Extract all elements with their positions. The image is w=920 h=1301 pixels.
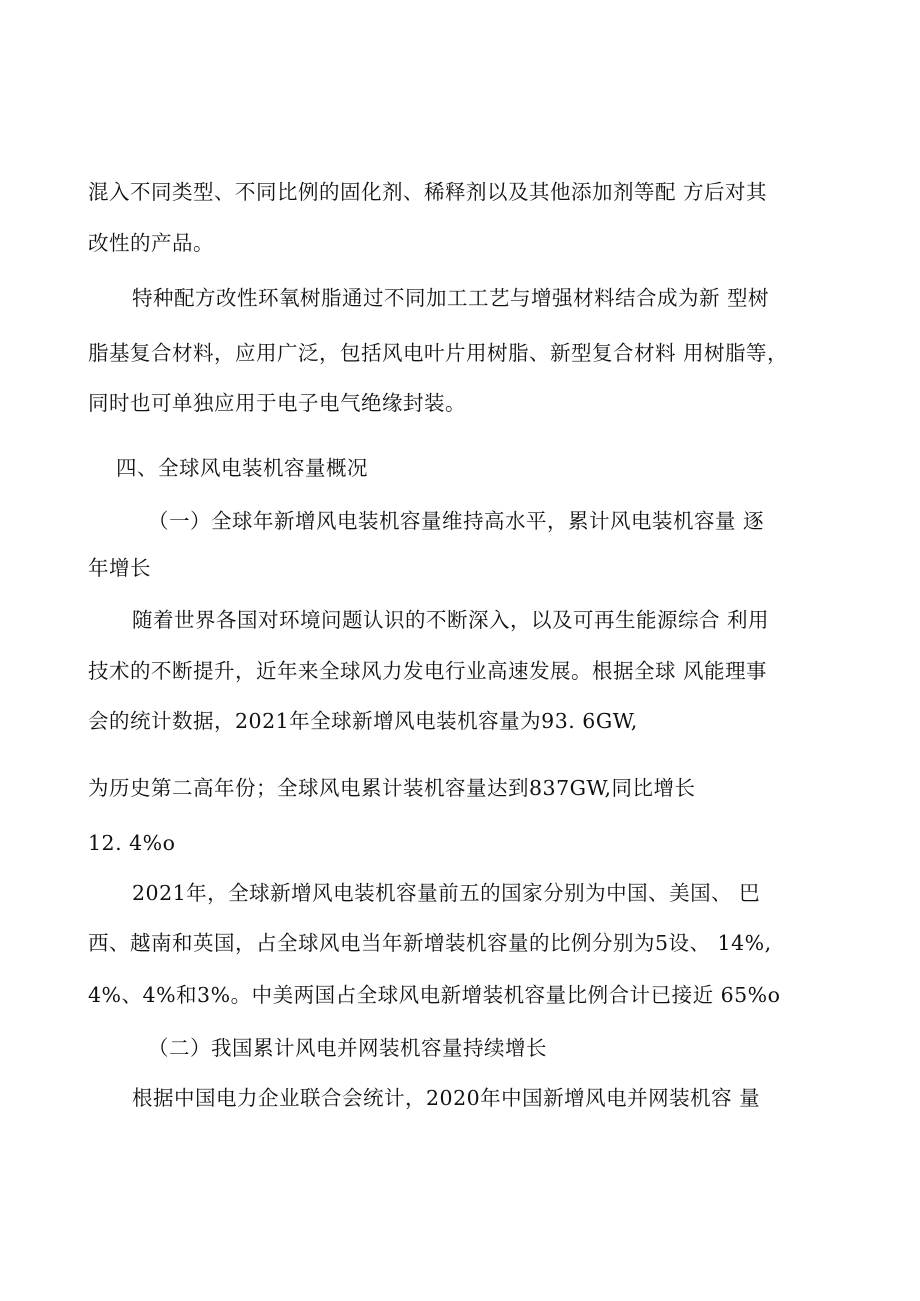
paragraph-line-1: 混入不同类型、不同比例的固化剂、稀释剂以及其他添加剂等配 方后对其 bbox=[88, 180, 768, 204]
paragraph-line-2: 改性的产品。 bbox=[88, 231, 214, 255]
paragraph-line-13: 4%、4%和3%。中美两国占全球风电新增装机容量比例合计已接近 65%o bbox=[88, 983, 781, 1007]
paragraph-line-9: 为历史第二高年份；全球风电累计装机容量达到837GW,同比增长 bbox=[88, 776, 696, 800]
paragraph-line-7: 技术的不断提升，近年来全球风力发电行业高速发展。根据全球 风能理事 bbox=[88, 659, 768, 683]
paragraph-line-3: 特种配方改性环氧树脂通过不同加工工艺与增强材料结合成为新 型树 bbox=[132, 286, 770, 310]
paragraph-line-11: 2021年，全球新增风电装机容量前五的国家分别为中国、美国、 巴 bbox=[132, 881, 761, 905]
section-heading: 四、全球风电装机容量概况 bbox=[116, 456, 368, 480]
subsection-heading-1-cont: 年增长 bbox=[88, 556, 151, 580]
paragraph-line-14: 根据中国电力企业联合会统计，2020年中国新增风电并网装机容 量 bbox=[132, 1086, 761, 1110]
paragraph-line-8: 会的统计数据，2021年全球新增风电装机容量为93. 6GW, bbox=[88, 709, 638, 733]
paragraph-line-5: 同时也可单独应用于电子电气绝缘封装。 bbox=[88, 391, 466, 415]
paragraph-line-4: 脂基复合材料，应用广泛，包括风电叶片用树脂、新型复合材料 用树脂等， bbox=[88, 341, 789, 365]
paragraph-line-6: 随着世界各国对环境问题认识的不断深入，以及可再生能源综合 利用 bbox=[132, 608, 770, 632]
subsection-heading-2: （二）我国累计风电并网装机容量持续增长 bbox=[148, 1036, 547, 1060]
paragraph-line-12: 西、越南和英国，占全球风电当年新增装机容量的比例分别为5设、 14%, bbox=[88, 931, 772, 955]
paragraph-line-10: 12. 4%o bbox=[88, 831, 176, 855]
subsection-heading-1: （一）全球年新增风电装机容量维持高水平，累计风电装机容量 逐 bbox=[148, 509, 765, 533]
